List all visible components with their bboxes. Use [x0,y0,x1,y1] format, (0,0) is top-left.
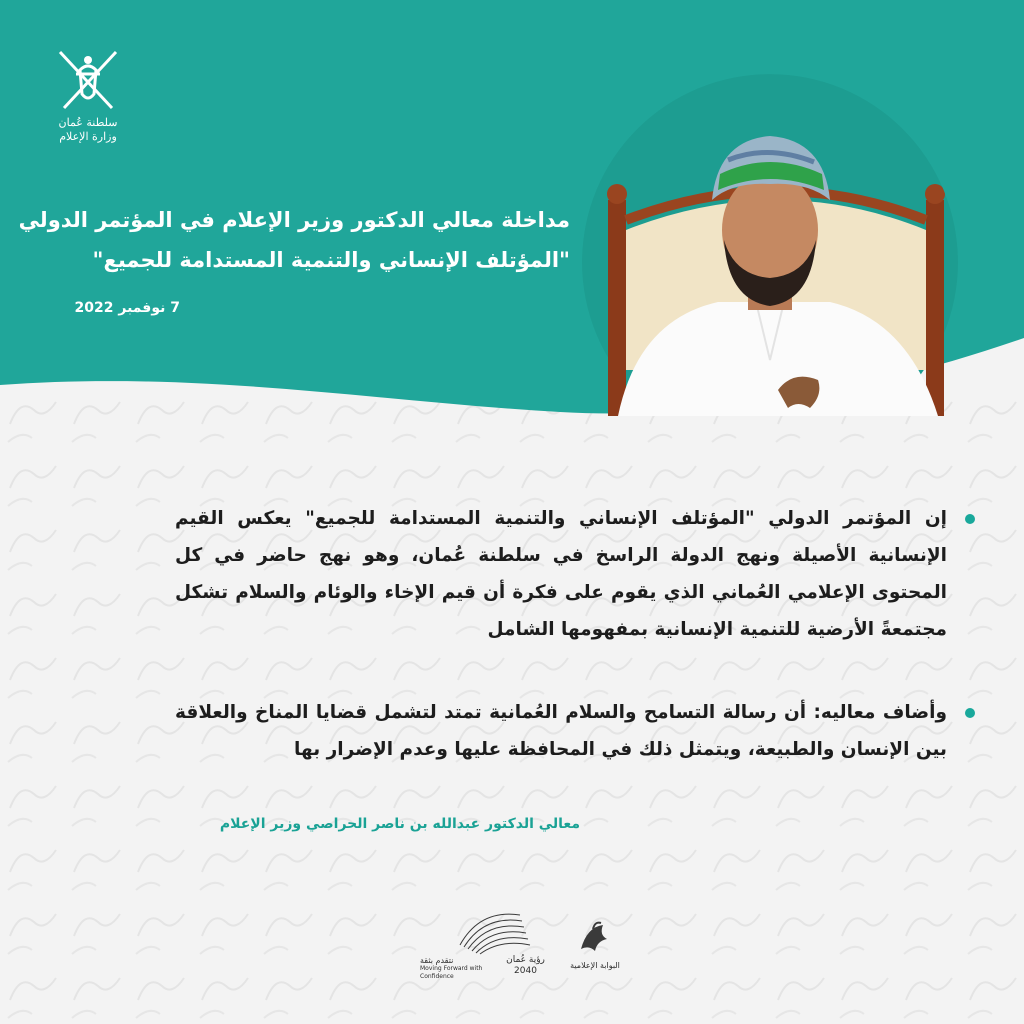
vision-2040-logo [420,905,550,995]
oman-vision-2040-logo-icon [420,905,550,955]
footer-logos [420,905,630,1000]
paragraph-2-text: وأضاف معاليه: أن رسالة التسامح والسلام العُمانية تمتد لتشمل قضايا المناخ والعلاقة بين الإنسان والطبيعة، ويتمثل ذلك في المحافظة عليها وعدم الإضرار بها [175,702,947,760]
paragraph-1 [175,500,975,648]
title-line-1: مداخلة معالي الدكتور وزير الإعلام في المؤتمر الدولي [18,208,570,232]
signature: معالي الدكتور عبدالله بن ناصر الحراصي وزير الإعلام [219,816,580,832]
date-label: 7 نوفمبر 2022 [74,300,180,316]
media-portal-logo-icon [573,919,617,959]
vision-tagline-en: Moving Forward with Confidence [420,965,483,980]
vision-tagline-ar: نتقدم بثقة [420,956,454,965]
oman-emblem [46,44,130,154]
page-title [18,200,570,280]
minister-portrait [578,70,962,416]
title-line-2: "المؤتلف الإنساني والتنمية المستدامة للجميع" [92,248,570,272]
bullet-icon [965,514,975,524]
paragraph-1-text: إن المؤتمر الدولي "المؤتلف الإنساني والتنمية المستدامة للجميع" يعكس القيم الإنسانية الأصيلة ونهج الدولة الراسخ في سلطنة عُمان، وهو نهج حاضر في كل المحتوى الإعلامي العُماني الذي يقوم على فكرة أن قيم الإخاء والوئام والسلام تشكل مجتمعةً الأرضية للتنمية الإنسانية بمفهومها الشامل [175,508,947,640]
emblem-line-1: سلطنة عُمان [58,116,118,129]
oman-khanjar-emblem-icon [50,44,126,116]
bullet-icon [965,708,975,718]
paragraph-2 [175,694,975,768]
media-portal-logo [560,919,630,970]
vision-label: رؤية عُمان 2040 [506,955,545,976]
quote-content [175,500,975,814]
media-portal-label: البوابة الإعلامية [570,961,620,970]
emblem-line-2: وزارة الإعلام [59,130,117,143]
vision-taglines [420,957,490,981]
